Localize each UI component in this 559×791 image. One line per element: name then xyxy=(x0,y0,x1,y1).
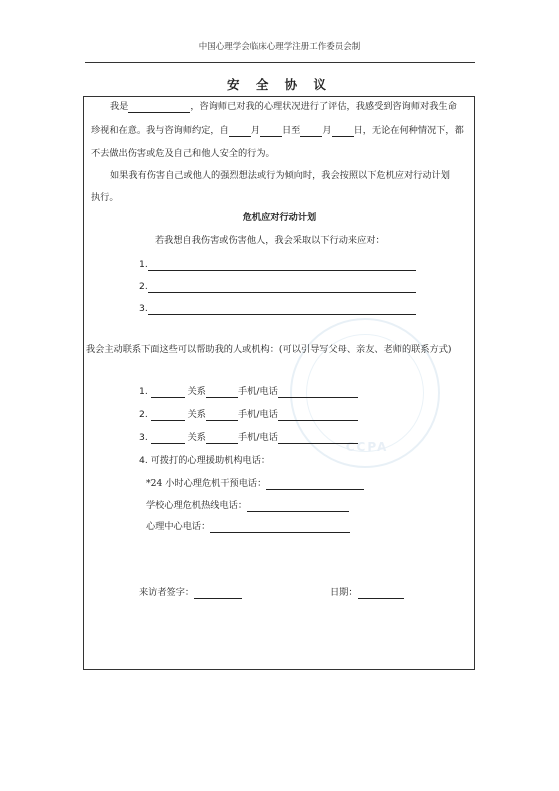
para1-line2: 珍视和在意。我与咨询师约定，自 月 日至 月 日，无论在何种情况下，都 xyxy=(91,125,464,136)
hotline-school-blank[interactable] xyxy=(247,501,349,512)
hotline-24-blank[interactable] xyxy=(266,479,364,490)
contact-1-relation-blank[interactable] xyxy=(206,387,238,398)
hotline-center-blank[interactable] xyxy=(210,522,350,533)
plan-item: 3. xyxy=(139,303,416,315)
visitor-signature-row: 来访者签字： xyxy=(139,587,242,599)
para2-line1: 如果我有伤害自己或他人的强烈想法或行为倾向时，我会按照以下危机应对行动计划 xyxy=(110,170,450,181)
header-rule xyxy=(85,62,475,63)
contact-2-relation-blank[interactable] xyxy=(206,410,238,421)
document-header: 中国心理学会临床心理学注册工作委员会制 xyxy=(198,42,361,52)
date-row: 日期： xyxy=(330,587,404,599)
hotline-center-row: 心理中心电话： xyxy=(146,521,350,533)
contact-1-phone-blank[interactable] xyxy=(278,387,358,398)
contact-row: 2. 关系 手机/电话 xyxy=(139,409,358,421)
hotline-24-row: *24 小时心理危机干预电话： xyxy=(146,478,364,490)
contact-1-name-blank[interactable] xyxy=(151,387,185,398)
end-day-blank[interactable] xyxy=(332,126,354,137)
para2-line2: 执行。 xyxy=(91,192,119,203)
plan-intro: 若我想自我伤害或伤害他人，我会采取以下行动来应对： xyxy=(155,235,385,246)
visitor-signature-blank[interactable] xyxy=(194,588,242,599)
para1-line3: 不去做出伤害或危及自己和他人安全的行为。 xyxy=(91,148,275,159)
watermark-letters: CCPA xyxy=(345,440,389,454)
start-month-blank[interactable] xyxy=(229,126,251,137)
contact-3-name-blank[interactable] xyxy=(151,433,185,444)
plan-heading: 危机应对行动计划 xyxy=(242,212,317,223)
name-blank[interactable] xyxy=(128,102,190,113)
hotline-school-row: 学校心理危机热线电话： xyxy=(146,500,349,512)
date-blank[interactable] xyxy=(358,588,404,599)
end-month-blank[interactable] xyxy=(300,126,322,137)
plan-item: 1. xyxy=(139,259,416,271)
contact-3-relation-blank[interactable] xyxy=(206,433,238,444)
start-day-blank[interactable] xyxy=(260,126,282,137)
hotline-heading: 4. 可拨打的心理援助机构电话： xyxy=(139,455,271,466)
document-title: 安 全 协 议 xyxy=(226,77,333,92)
contacts-intro: 我会主动联系下面这些可以帮助我的人或机构：(可以引导写父母、亲友、老师的联系方式) xyxy=(86,344,452,355)
contact-row: 1. 关系 手机/电话 xyxy=(139,386,358,398)
plan-item: 2. xyxy=(139,281,416,293)
plan-item-1-blank[interactable] xyxy=(148,260,416,271)
contact-row: 3. 关系 手机/电话 xyxy=(139,432,358,444)
contact-2-phone-blank[interactable] xyxy=(278,410,358,421)
para1-line1: 我是 ，咨询师已对我的心理状况进行了评估，我感受到咨询师对我生命 xyxy=(110,101,457,112)
plan-item-3-blank[interactable] xyxy=(148,304,416,315)
contact-2-name-blank[interactable] xyxy=(151,410,185,421)
plan-item-2-blank[interactable] xyxy=(148,282,416,293)
contact-3-phone-blank[interactable] xyxy=(278,433,358,444)
